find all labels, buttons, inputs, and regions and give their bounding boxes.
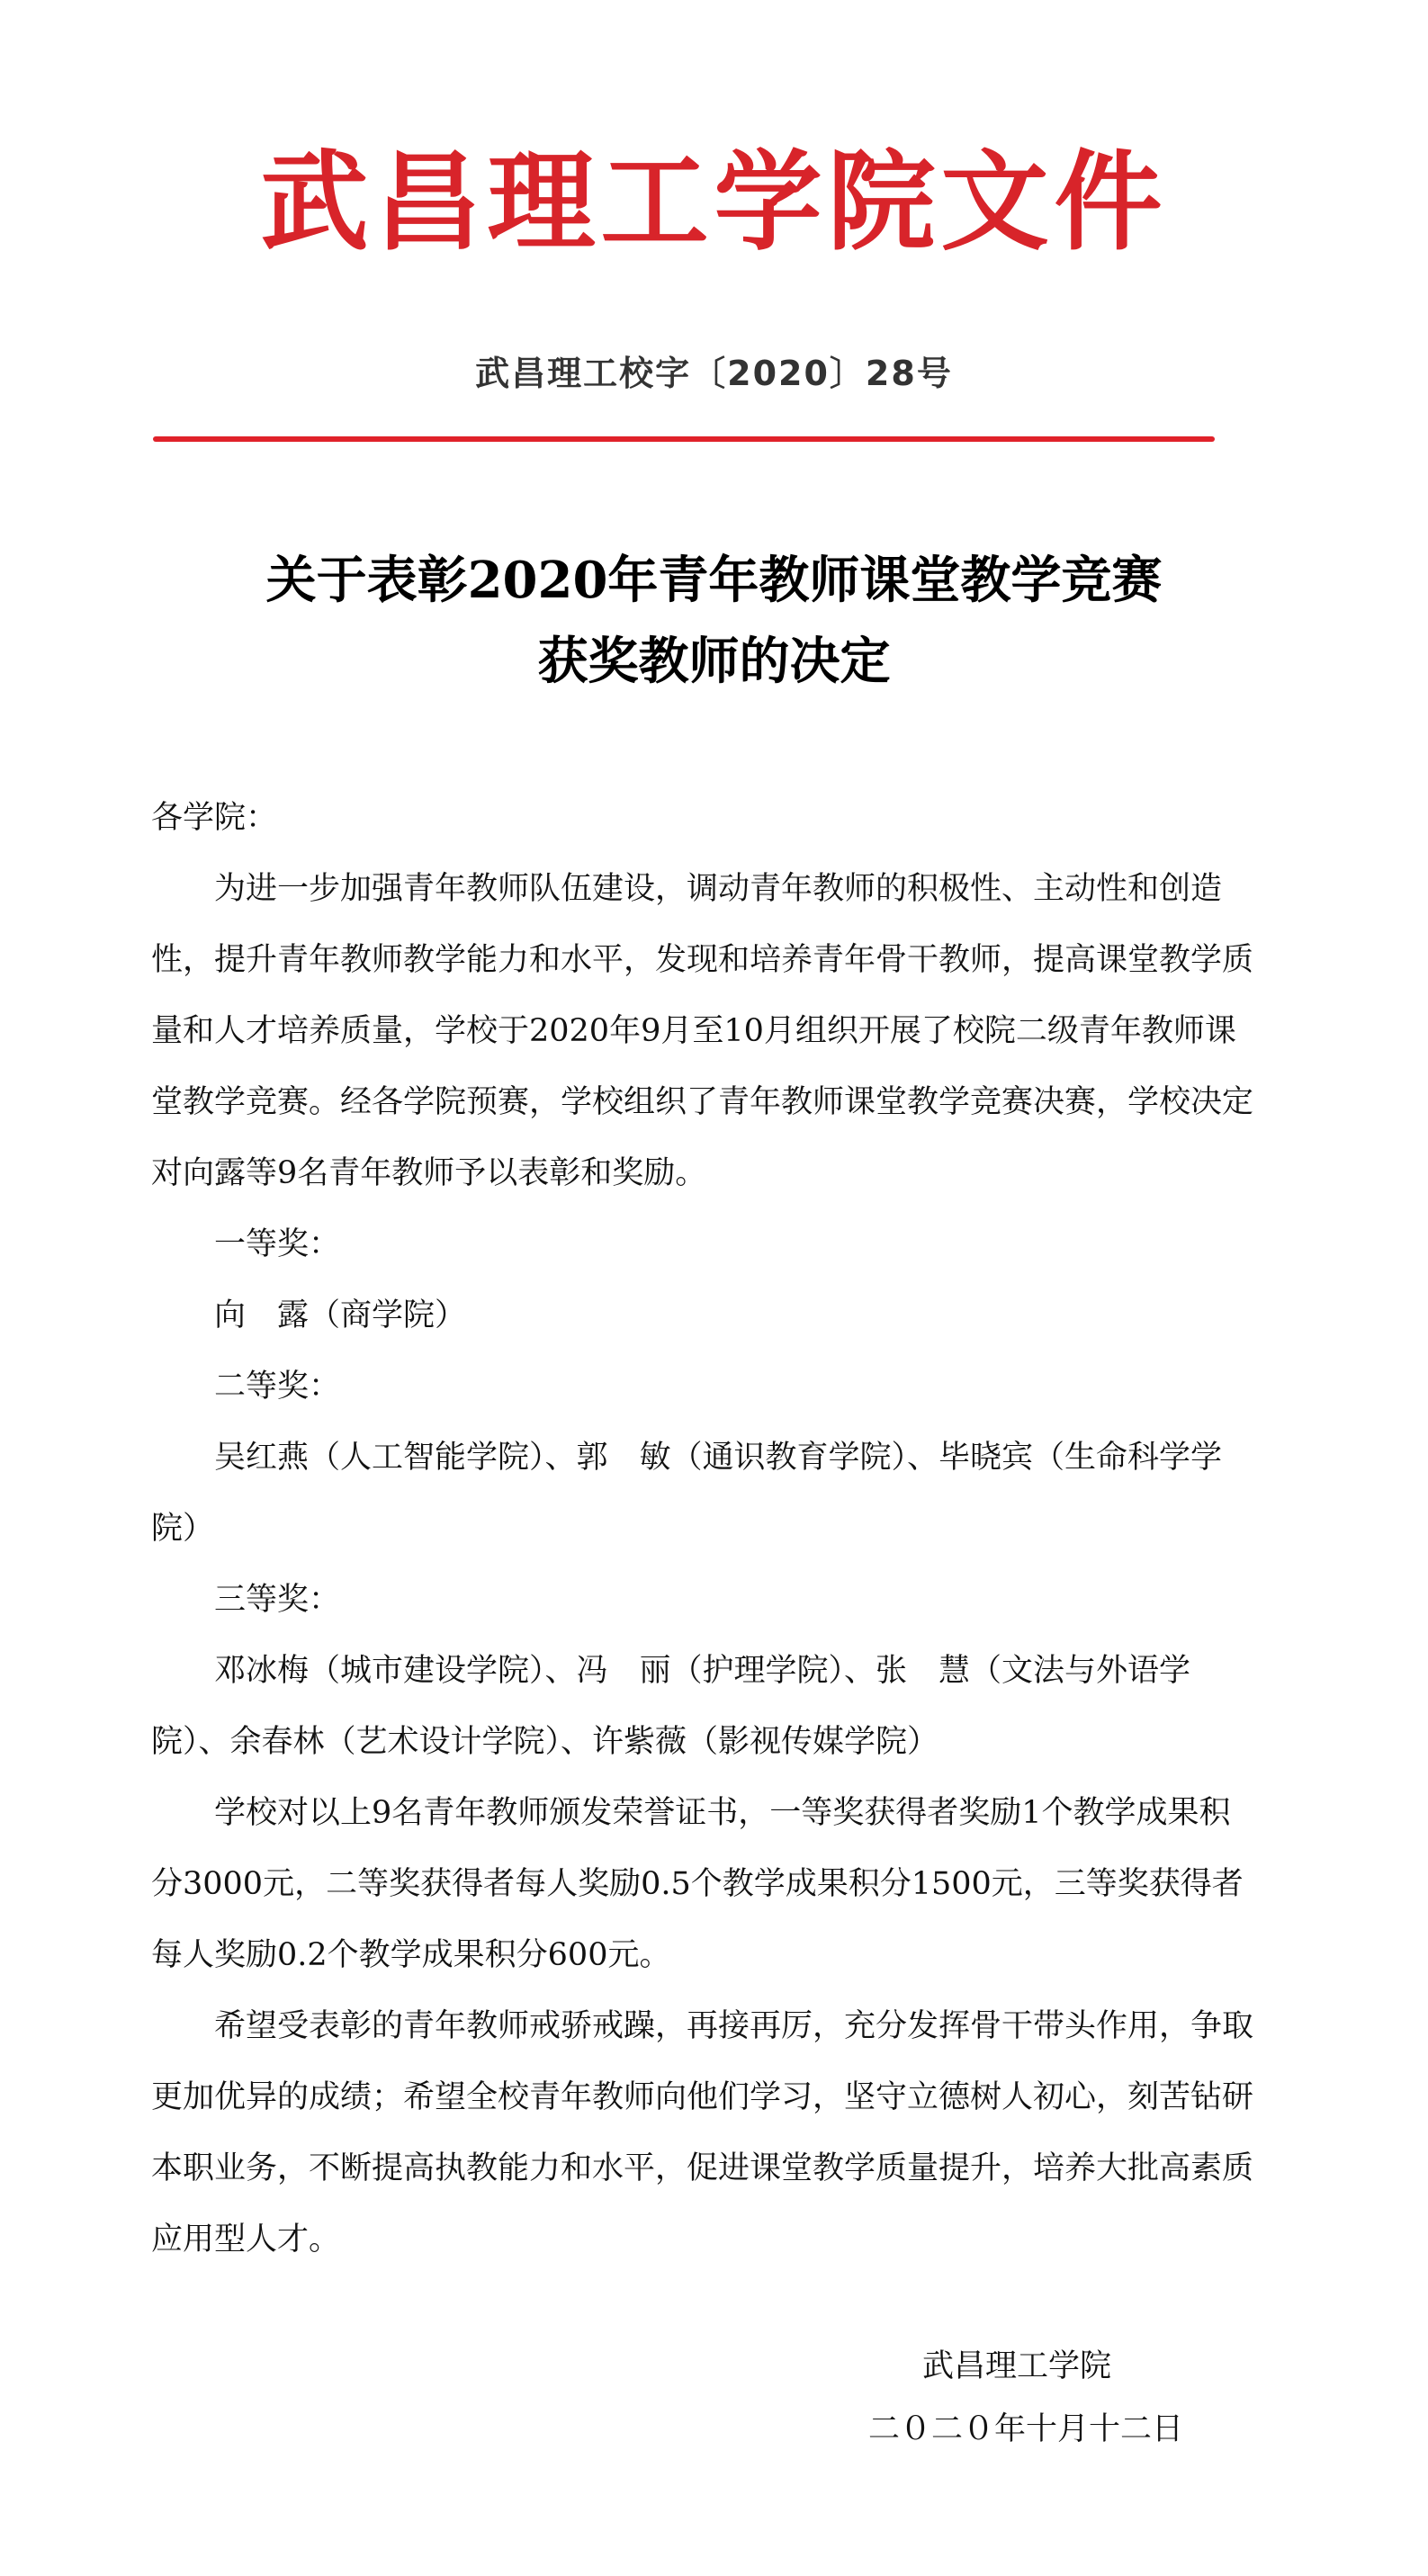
document-body bbox=[151, 783, 1258, 2275]
document-title-line-1: 关于表彰2020年青年教师课堂教学竞赛 bbox=[265, 551, 1163, 610]
document-title-line-2: 获奖教师的决定 bbox=[537, 632, 891, 691]
second-prize-names: 吴红燕（人工智能学院）、郭 敏（通识教育学院）、毕晓宾（生命科学学院） bbox=[151, 1440, 1223, 1547]
salutation: 各学院： bbox=[151, 800, 278, 836]
first-prize-label: 一等奖： bbox=[214, 1226, 341, 1262]
document-title bbox=[0, 540, 1428, 702]
signature-date: 二０二０年十月十二日 bbox=[868, 2411, 1184, 2447]
third-prize-names: 邓冰梅（城市建设学院）、冯 丽（护理学院）、张 慧（文法与外语学院）、余春林（艺术设计学院）、许紫薇（影视传媒学院） bbox=[151, 1653, 1191, 1760]
red-header-divider bbox=[153, 436, 1215, 442]
first-prize-names: 向 露（商学院） bbox=[214, 1297, 467, 1333]
rewards-paragraph: 学校对以上9名青年教师颁发荣誉证书，一等奖获得者奖励1个教学成果积分3000元，二等奖获得者每人奖励0.5个教学成果积分1500元，三等奖获得者每人奖励0.2个教学成果积分600元。 bbox=[151, 1795, 1244, 1973]
closing-paragraph: 希望受表彰的青年教师戒骄戒躁，再接再厉，充分发挥骨干带头作用，争取更加优异的成绩；希望全校青年教师向他们学习，坚守立德树人初心，刻苦钻研本职业务，不断提高执教能力和水平，促进课堂教学质量提升，培养大批高素质应用型人才。 bbox=[151, 2008, 1254, 2257]
signature-organization: 武昌理工学院 bbox=[922, 2348, 1112, 2384]
third-prize-label: 三等奖： bbox=[214, 1582, 341, 1618]
issuer-header-title: 武昌理工学院文件 bbox=[260, 139, 1168, 265]
second-prize-label: 二等奖： bbox=[214, 1369, 341, 1405]
intro-paragraph: 为进一步加强青年教师队伍建设，调动青年教师的积极性、主动性和创造性，提升青年教师教学能力和水平，发现和培养青年骨干教师，提高课堂教学质量和人才培养质量，学校于2020年9月至10月组织开展了校院二级青年教师课堂教学竞赛。经各学院预赛，学校组织了青年教师课堂教学竞赛决赛，学校决定对向露等9名青年教师予以表彰和奖励。 bbox=[151, 871, 1254, 1191]
document-number: 武昌理工校字〔2020〕28号 bbox=[475, 354, 953, 393]
